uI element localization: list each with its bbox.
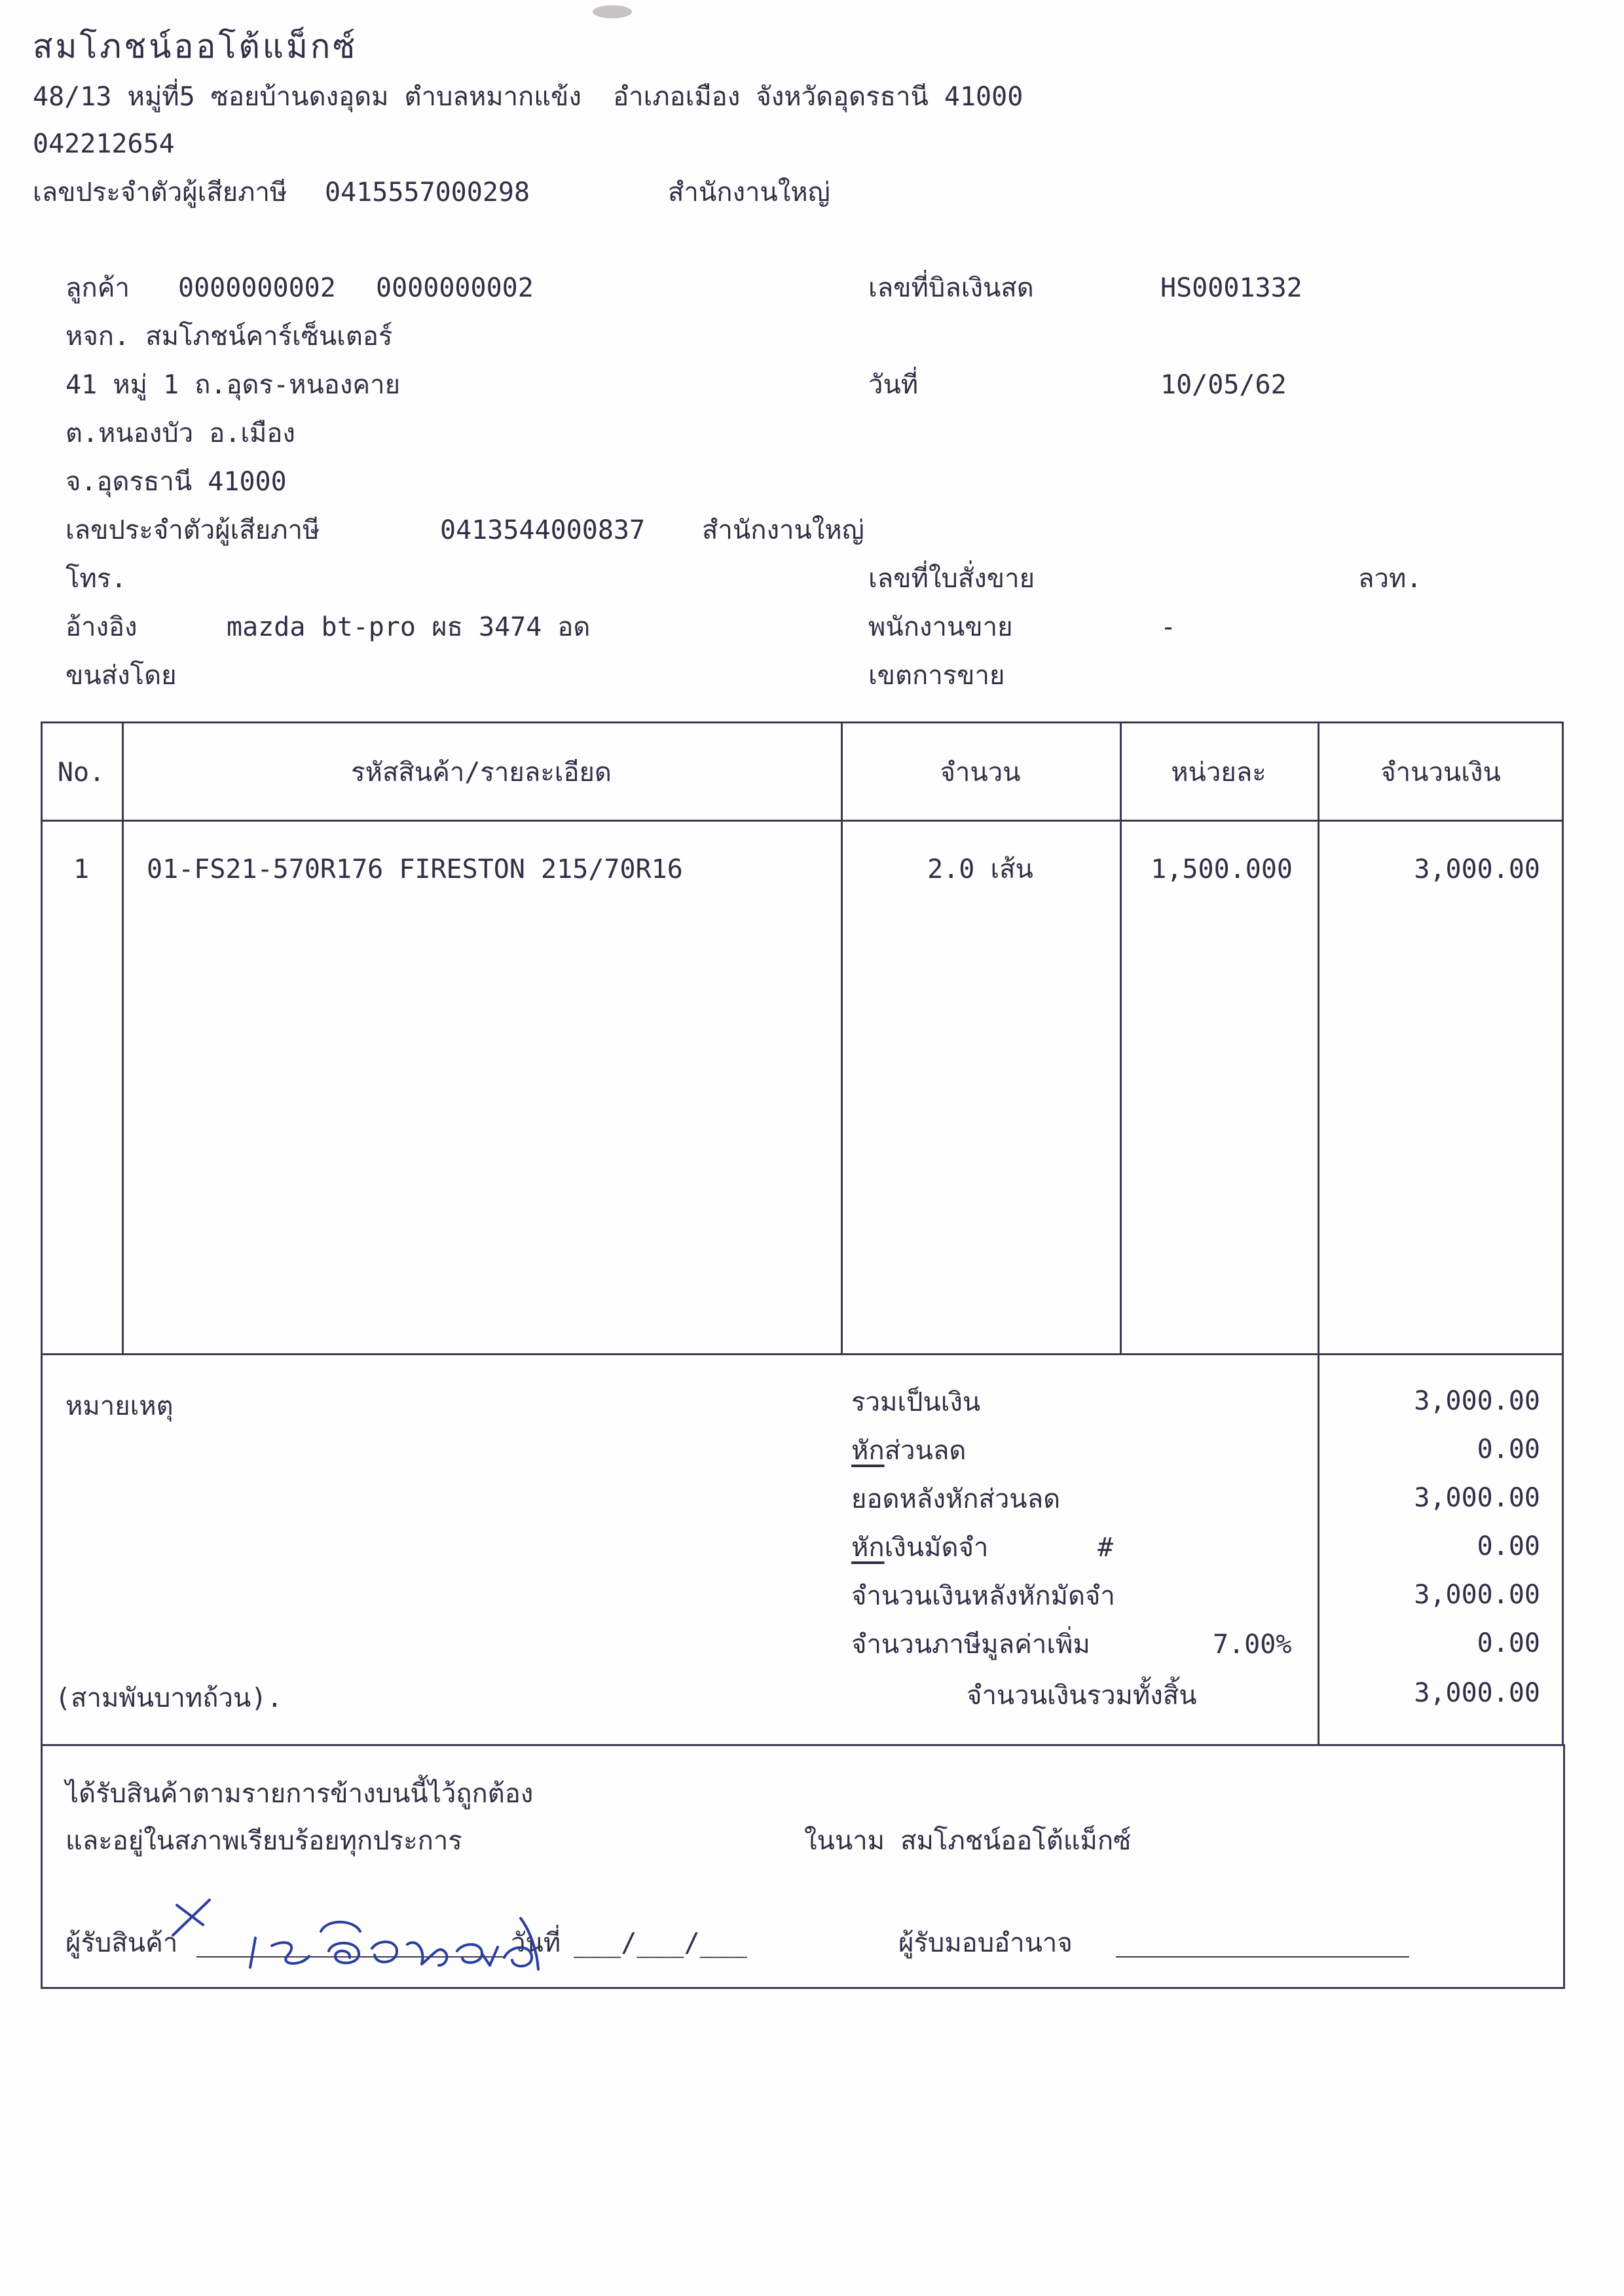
customer-label: ลูกค้า: [65, 273, 130, 303]
on-behalf: ในนาม สมโภชน์ออโต้แม็กซ์: [804, 1826, 1132, 1856]
subtotal-value: 3,000.00: [1414, 1386, 1540, 1416]
company-tax-id-label: เลขประจำตัวผู้เสียภาษี: [33, 177, 287, 208]
receiver-date-label: วันที่: [511, 1928, 561, 1958]
total-label: จำนวนเงินรวมทั้งสิ้น: [967, 1681, 1197, 1711]
row-unit-price: 1,500.000: [1151, 854, 1293, 884]
after-deposit-label: จำนวนเงินหลังหักมัดจำ: [851, 1581, 1115, 1611]
company-tax-id: 0415557000298: [325, 177, 530, 208]
row-quantity: 2.0 เส้น: [927, 854, 1033, 884]
receiver-signature: [164, 1892, 557, 1977]
col-divider-4: [1318, 721, 1320, 1355]
col-divider-1: [122, 721, 124, 1355]
deposit-value: 0.00: [1477, 1531, 1540, 1561]
company-name: สมโภชน์ออโต้แม็กซ์: [33, 27, 358, 65]
invoice-date: 10/05/62: [1160, 370, 1287, 400]
customer-tax-id: 0413544000837: [440, 515, 646, 545]
company-phone: 042212654: [33, 129, 175, 159]
header-description: รหัสสินค้า/รายละเอียด: [351, 757, 612, 788]
salesperson-label: พนักงานขาย: [868, 612, 1013, 642]
authorized-signature-line: [1116, 1956, 1409, 1958]
header-quantity: จำนวน: [940, 757, 1021, 788]
receiver-date-blank: ___/___/___: [574, 1928, 747, 1958]
table-header-divider: [41, 820, 1564, 822]
remark-label: หมายเหตุ: [65, 1391, 174, 1421]
header-amount: จำนวนเงิน: [1380, 757, 1501, 788]
customer-phone-label: โทร.: [65, 564, 127, 594]
received-line-1: ได้รับสินค้าตามรายการข้างบนนี้ไว้ถูกต้อง: [65, 1779, 534, 1809]
customer-reference: mazda bt-pro ผธ 3474 อด: [227, 612, 591, 642]
received-line-2: และอยู่ในสภาพเรียบร้อยทุกประการ: [65, 1826, 462, 1856]
sales-area-label: เขตการขาย: [868, 661, 1005, 691]
deposit-label-text: เงินมัดจำ: [884, 1533, 989, 1563]
authorized-label: ผู้รับมอบอำนาจ: [898, 1928, 1073, 1958]
total-value: 3,000.00: [1414, 1678, 1540, 1708]
items-table: [41, 721, 1564, 1355]
deposit-label-prefix: หัก: [851, 1533, 885, 1563]
discount-label-prefix: หัก: [851, 1436, 885, 1466]
amount-in-words: (สามพันบาทถ้วน).: [55, 1683, 283, 1713]
salesperson: -: [1160, 612, 1177, 642]
date-label: วันที่: [868, 370, 919, 400]
row-amount: 3,000.00: [1414, 854, 1540, 884]
vat-value: 0.00: [1477, 1628, 1540, 1658]
deposit-hash: #: [1098, 1533, 1114, 1563]
discount-label-text: ส่วนลด: [884, 1436, 967, 1466]
order-ref: ลวท.: [1358, 564, 1422, 594]
paper-mark: [589, 0, 635, 26]
after-deposit-value: 3,000.00: [1414, 1580, 1540, 1610]
customer-address-2: ต.หนองบัว อ.เมือง: [65, 418, 295, 448]
customer-name: หจก. สมโภชน์คาร์เซ็นเตอร์: [65, 321, 393, 352]
customer-branch: สำนักงานใหญ่: [702, 515, 864, 545]
company-address: 48/13 หมู่ที่5 ซอยบ้านดงอุดม ตำบลหมากแข้ง อำเภอเมือง จังหวัดอุดรธานี 41000: [33, 82, 1024, 112]
bill-no-label: เลขที่บิลเงินสด: [868, 273, 1034, 303]
customer-tax-id-label: เลขประจำตัวผู้เสียภาษี: [65, 515, 320, 545]
customer-code-2: 0000000002: [376, 273, 534, 303]
vat-rate: 7.00%: [1213, 1630, 1292, 1660]
receiver-label: ผู้รับสินค้า: [65, 1928, 178, 1958]
customer-address-1: 41 หมู่ 1 ถ.อุดร-หนองคาย: [65, 370, 401, 400]
after-discount-label: ยอดหลังหักส่วนลด: [851, 1484, 1061, 1514]
row-description: 01-FS21-570R176 FIRESTON 215/70R16: [147, 854, 683, 884]
customer-reference-label: อ้างอิง: [65, 612, 138, 642]
header-unit-price: หน่วยละ: [1171, 757, 1266, 788]
company-branch: สำนักงานใหญ่: [668, 177, 830, 208]
col-divider-3: [1120, 721, 1122, 1355]
header-no: No.: [57, 757, 105, 788]
bill-no: HS0001332: [1160, 273, 1302, 303]
discount-value: 0.00: [1477, 1434, 1540, 1465]
customer-address-3: จ.อุดรธานี 41000: [65, 467, 287, 497]
customer-code-1: 0000000002: [178, 273, 336, 303]
row-no: 1: [73, 854, 90, 884]
subtotal-label: รวมเป็นเงิน: [851, 1387, 981, 1417]
after-discount-value: 3,000.00: [1414, 1483, 1540, 1513]
discount-label: [851, 1438, 966, 1464]
deposit-label: [851, 1535, 988, 1561]
order-no-label: เลขที่ใบสั่งขาย: [868, 564, 1035, 594]
col-divider-2: [841, 721, 843, 1355]
shipping-label: ขนส่งโดย: [65, 661, 177, 691]
vat-label: จำนวนภาษีมูลค่าเพิ่ม: [851, 1630, 1090, 1660]
